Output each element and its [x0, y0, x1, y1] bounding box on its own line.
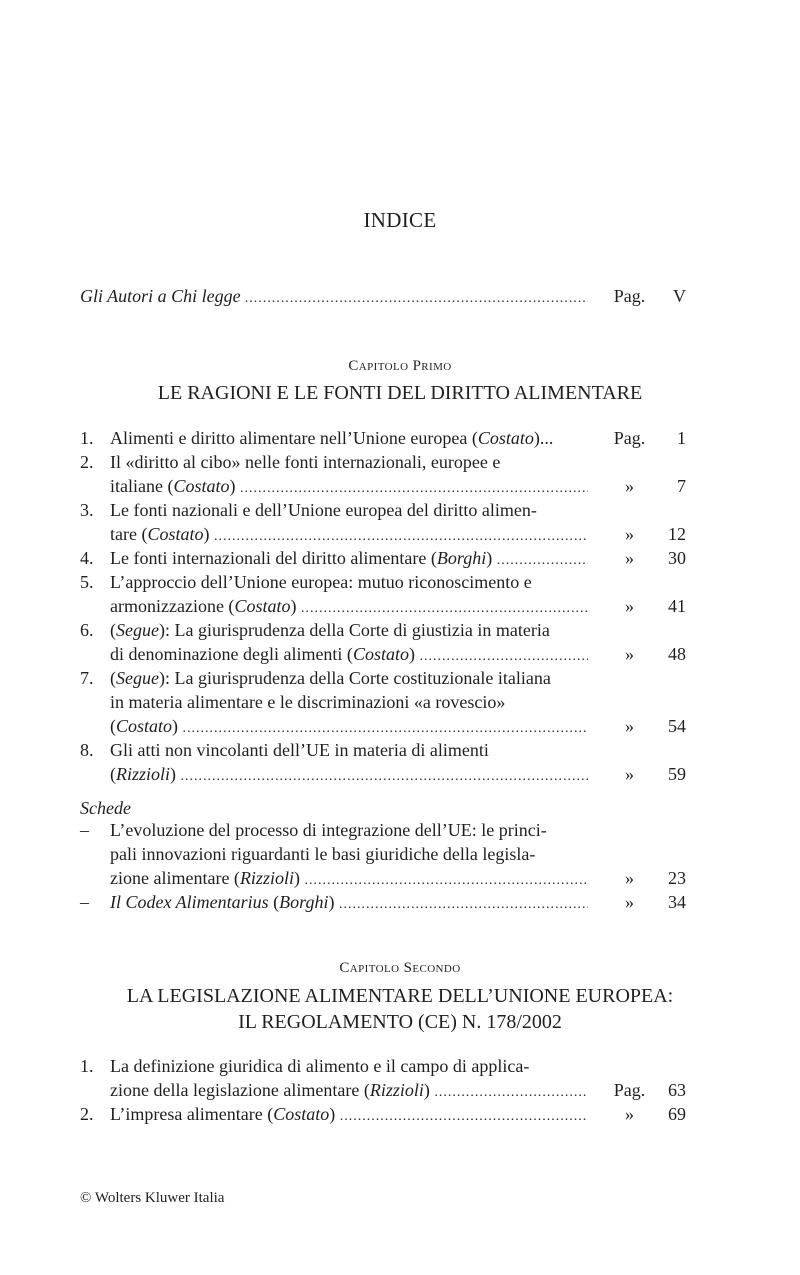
toc-entry-continuation — [80, 522, 686, 546]
entry-author: Borghi — [279, 892, 329, 912]
entry-number: 4. — [80, 548, 94, 568]
schede-entry — [80, 818, 686, 842]
pag-label: » — [625, 596, 634, 616]
entry-text-suffix: ) — [229, 476, 236, 496]
toc-entry-continuation — [80, 594, 686, 618]
toc-entry — [80, 570, 686, 594]
entry-author: Rizzioli — [116, 764, 171, 784]
entry-text: ( — [110, 764, 116, 784]
page-number: 59 — [668, 764, 686, 784]
pag-label: » — [625, 524, 634, 544]
page-number: 69 — [668, 1104, 686, 1124]
toc-entry — [80, 546, 686, 570]
entry-number: 2. — [80, 1104, 94, 1124]
entry-text: tare ( — [110, 524, 148, 544]
toc-entry — [80, 1054, 686, 1078]
entry-text: La definizione giuridica di alimento e il campo di applica- — [110, 1056, 530, 1076]
entry-number: 1. — [80, 428, 94, 448]
schede-entry-continuation — [80, 866, 686, 890]
entry-text: in materia alimentare e le discriminazioni «a rovescio» — [110, 692, 506, 712]
page-number: 54 — [668, 716, 686, 736]
entry-text: italiane ( — [110, 476, 174, 496]
pag-label: » — [625, 644, 634, 664]
entry-number: 2. — [80, 452, 94, 472]
entry-text: Le fonti internazionali del diritto alimentare ( — [110, 548, 437, 568]
entry-text-suffix: ) — [486, 548, 493, 568]
chapter-title: LE RAGIONI E LE FONTI DEL DIRITTO ALIMENTARE — [157, 382, 643, 404]
entry-text: armonizzazione ( — [110, 596, 235, 616]
entry-number: 7. — [80, 668, 94, 688]
toc-entry — [80, 450, 686, 474]
entry-number: 6. — [80, 620, 94, 640]
toc-entry-continuation — [80, 714, 686, 738]
entry-author: Costato — [273, 1104, 330, 1124]
toc-entry — [80, 738, 686, 762]
pag-label: Pag. — [613, 1080, 646, 1100]
page-number: 63 — [668, 1080, 686, 1100]
entry-text: Gli Autori a Chi legge ..... — [80, 284, 588, 311]
entry-text: Gli atti non vincolanti dell’UE in materia di alimenti — [110, 740, 489, 760]
schede-heading: Schede — [80, 798, 131, 818]
toc-entry — [80, 498, 686, 522]
chapter-label: Capitolo Primo — [348, 358, 452, 374]
page-title: INDICE — [363, 208, 437, 232]
page-number: 12 — [668, 524, 686, 544]
entry-text-suffix: ) — [172, 716, 179, 736]
entry-author: Costato — [352, 644, 409, 664]
entry-text-suffix: ) — [423, 1080, 430, 1100]
page-number: 23 — [668, 868, 686, 888]
toc-entry — [80, 426, 686, 450]
entry-author: Costato — [116, 716, 173, 736]
entry-author: Rizzioli — [239, 868, 294, 888]
entry-number: 3. — [80, 500, 94, 520]
toc-entry-continuation — [80, 1078, 686, 1102]
toc-entry-preface — [80, 284, 686, 308]
toc-entry-continuation — [80, 642, 686, 666]
entry-number: 8. — [80, 740, 94, 760]
page-number: 30 — [668, 548, 686, 568]
chapter-title-line1: LA LEGISLAZIONE ALIMENTARE DELL’UNIONE EUROPEA: — [126, 985, 674, 1007]
entry-text: L’impresa alimentare ( — [110, 1104, 274, 1124]
entry-author: Borghi — [436, 548, 487, 568]
entry-number: 5. — [80, 572, 94, 592]
entry-text-suffix: )... — [533, 428, 554, 448]
toc-entry — [80, 1102, 686, 1126]
page-number: 34 — [668, 892, 686, 912]
entry-text: ( — [110, 716, 116, 736]
bullet-dash: – — [80, 820, 89, 840]
pag-label: Pag. — [613, 428, 646, 448]
entry-text-suffix: ) — [293, 868, 300, 888]
entry-title: Il Codex Alimentarius — [110, 892, 269, 912]
entry-prefix: Segue — [116, 668, 159, 688]
bullet-dash: – — [80, 892, 89, 912]
toc-entry: 7. (Segue): La giurisprudenza della Corte costituzionale italiana — [80, 668, 551, 688]
pag-label: » — [625, 1104, 634, 1124]
entry-text: Il «diritto al cibo» nelle fonti internazionali, europee e — [110, 452, 501, 472]
pag-label: Pag. — [613, 286, 646, 306]
entry-text: zione della legislazione alimentare ( — [110, 1080, 370, 1100]
pag-label: » — [625, 476, 634, 496]
chapter-label: Capitolo Secondo — [339, 960, 461, 976]
page-number: V — [673, 286, 686, 306]
pag-label: » — [625, 764, 634, 784]
entry-text: Le fonti nazionali e dell’Unione europea del diritto alimen- — [110, 500, 537, 520]
entry-text: pali innovazioni riguardanti le basi giuridiche della legisla- — [110, 844, 536, 864]
entry-author: Costato — [234, 596, 291, 616]
entry-text: ): La giurisprudenza della Corte costituzionale italiana — [158, 668, 551, 688]
entry-author: Costato — [173, 476, 230, 496]
entry-text-suffix: ) — [290, 596, 297, 616]
page-number: 1 — [677, 428, 686, 448]
schede-entry-continuation — [80, 842, 686, 866]
toc-entry-continuation — [80, 690, 686, 714]
entry-text: ): La giurisprudenza della Corte di giustizia in materia — [158, 620, 550, 640]
entry-text: L’approccio dell’Unione europea: mutuo riconoscimento e — [110, 572, 532, 592]
entry-text: Alimenti e diritto alimentare nell’Unione europea ( — [110, 428, 478, 448]
entry-text-suffix: ) — [329, 1104, 336, 1124]
entry-text-suffix: ) — [328, 892, 335, 912]
pag-label: » — [625, 892, 634, 912]
schede-entry — [80, 890, 686, 914]
pag-label: » — [625, 868, 634, 888]
page-number: 48 — [668, 644, 686, 664]
entry-text-suffix: ) — [408, 644, 415, 664]
entry-text: L’evoluzione del processo di integrazione dell’UE: le princi- — [110, 820, 547, 840]
pag-label: » — [625, 548, 634, 568]
entry-text: di denominazione degli alimenti ( — [110, 644, 353, 664]
entry-author: Costato — [147, 524, 204, 544]
toc-entry: 6. (Segue): La giurisprudenza della Corte di giustizia in materia — [80, 620, 550, 640]
entry-text-suffix: ) — [203, 524, 210, 544]
entry-author: Costato — [477, 428, 534, 448]
entry-text: ( — [268, 892, 280, 912]
toc-entry-continuation — [80, 762, 686, 786]
entry-text: zione alimentare ( — [110, 868, 240, 888]
copyright-footer: © Wolters Kluwer Italia — [80, 1190, 225, 1206]
entry-text-suffix: ) — [170, 764, 177, 784]
entry-author: Rizzioli — [369, 1080, 424, 1100]
entry-number: 1. — [80, 1056, 94, 1076]
entry-prefix: Segue — [116, 620, 159, 640]
chapter-title-line2: IL REGOLAMENTO (CE) N. 178/2002 — [238, 1011, 562, 1033]
page-number: 7 — [677, 476, 686, 496]
pag-label: » — [625, 716, 634, 736]
toc-entry-continuation — [80, 474, 686, 498]
page-number: 41 — [668, 596, 686, 616]
